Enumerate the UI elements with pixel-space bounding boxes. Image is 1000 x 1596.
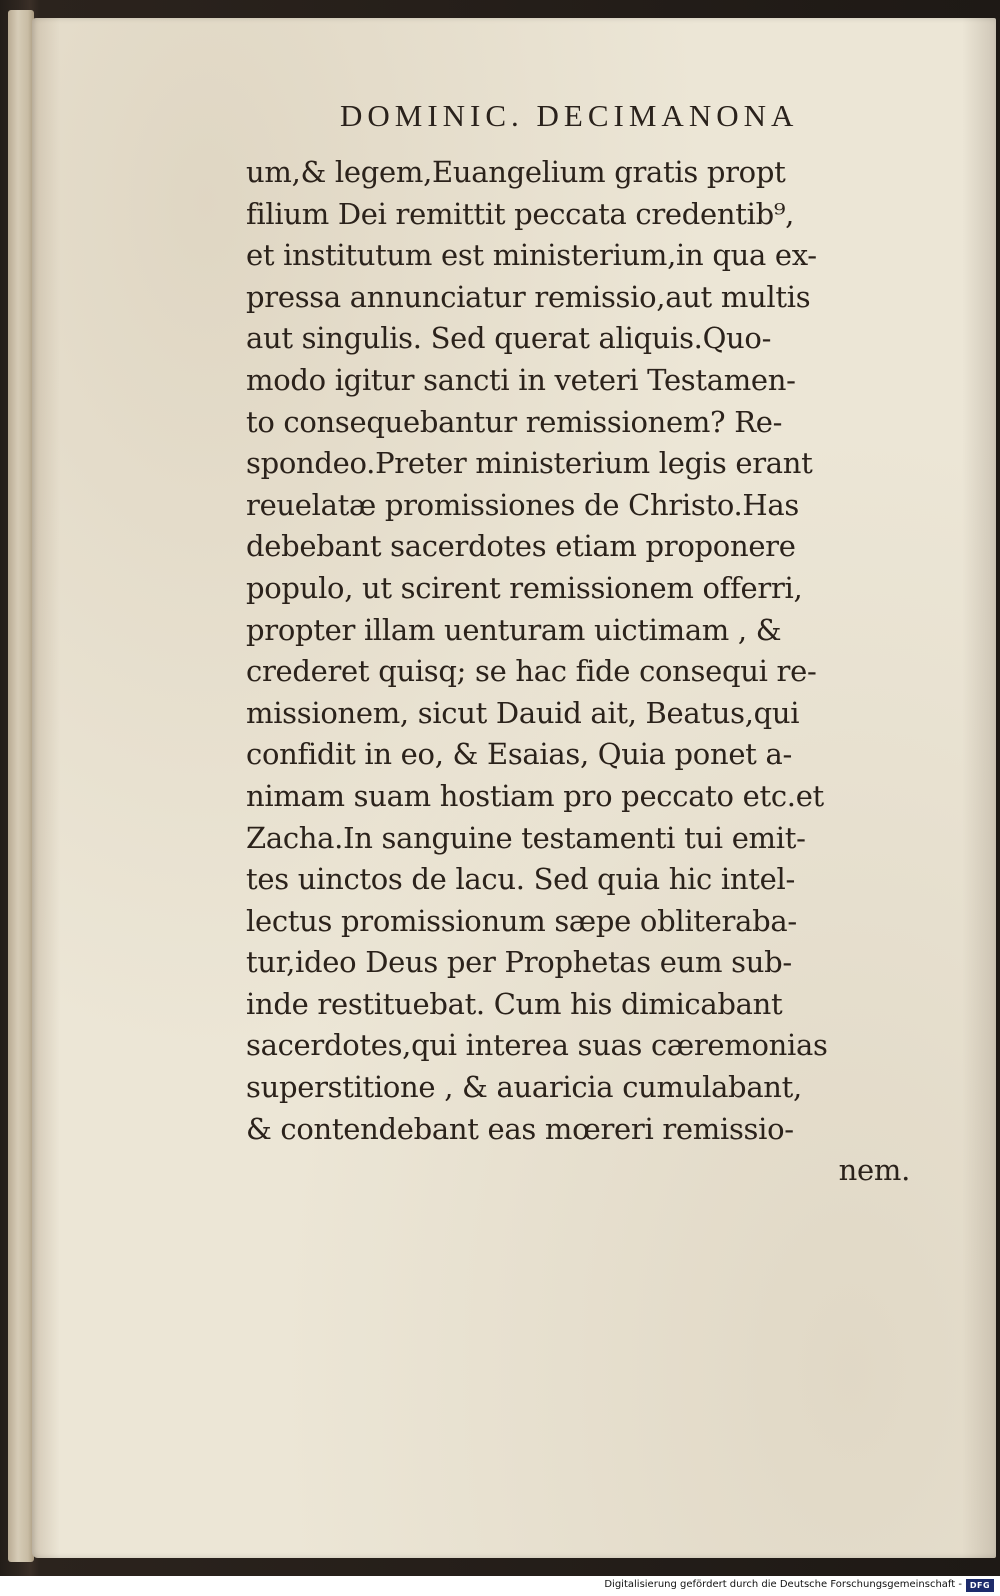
text-line: filium Dei remittit peccata credentib⁹, [246,196,795,231]
text-line: crederet quisq; se hac fide consequi re- [246,654,817,689]
text-line: lectus promissionum sæpe obliteraba- [246,903,797,938]
text-line: reuelatæ promissiones de Christo.Has [246,487,799,522]
page-edge [8,10,34,1562]
text-line: missionem, sicut Dauid ait, Beatus,qui [246,695,800,730]
text-line: sacerdotes,qui interea suas cæremonias [246,1028,828,1063]
footer-credit: Digitalisierung gefördert durch die Deutsche Forschungsgemeinschaft - [604,1579,962,1590]
text-line: modo igitur sancti in veteri Testamen- [246,362,796,397]
text-line: aut singulis. Sed querat aliquis.Quo- [246,321,772,356]
text-line: debebant sacerdotes etiam proponere [246,529,796,564]
catchword: nem. [838,1153,910,1188]
text-line: confidit in eo, & Esaias, Quia ponet a- [246,737,792,772]
text-line: superstitione , & auaricia cumulabant, [246,1070,802,1105]
text-line: tes uinctos de lacu. Sed quia hic intel- [246,862,795,897]
dfg-logo: DFG [966,1579,994,1592]
text-line: & contendebant eas mœreri remissio- [246,1111,794,1146]
text-line: et institutum est ministerium,in qua ex- [246,238,817,273]
text-line: Zacha.In sanguine testamenti tui emit- [246,820,806,855]
text-line: populo, ut scirent remissionem offerri, [246,570,803,605]
text-line: pressa annunciatur remissio,aut multis [246,279,811,314]
text-line: tur,ideo Deus per Prophetas eum sub- [246,945,792,980]
text-line: um,& legem,Euangelium gratis propt [246,155,786,189]
text-line: inde restituebat. Cum his dimicabant [246,986,783,1021]
text-line: propter illam uenturam uictimam , & [246,612,782,647]
text-line: spondeo.Preter ministerium legis erant [246,446,813,481]
text-line: nimam suam hostiam pro peccato etc.et [246,778,824,813]
text-block [246,152,932,1192]
running-head: DOMINIC. DECIMANONA [340,98,799,133]
text-line: to consequebantur remissionem? Re- [246,404,783,439]
